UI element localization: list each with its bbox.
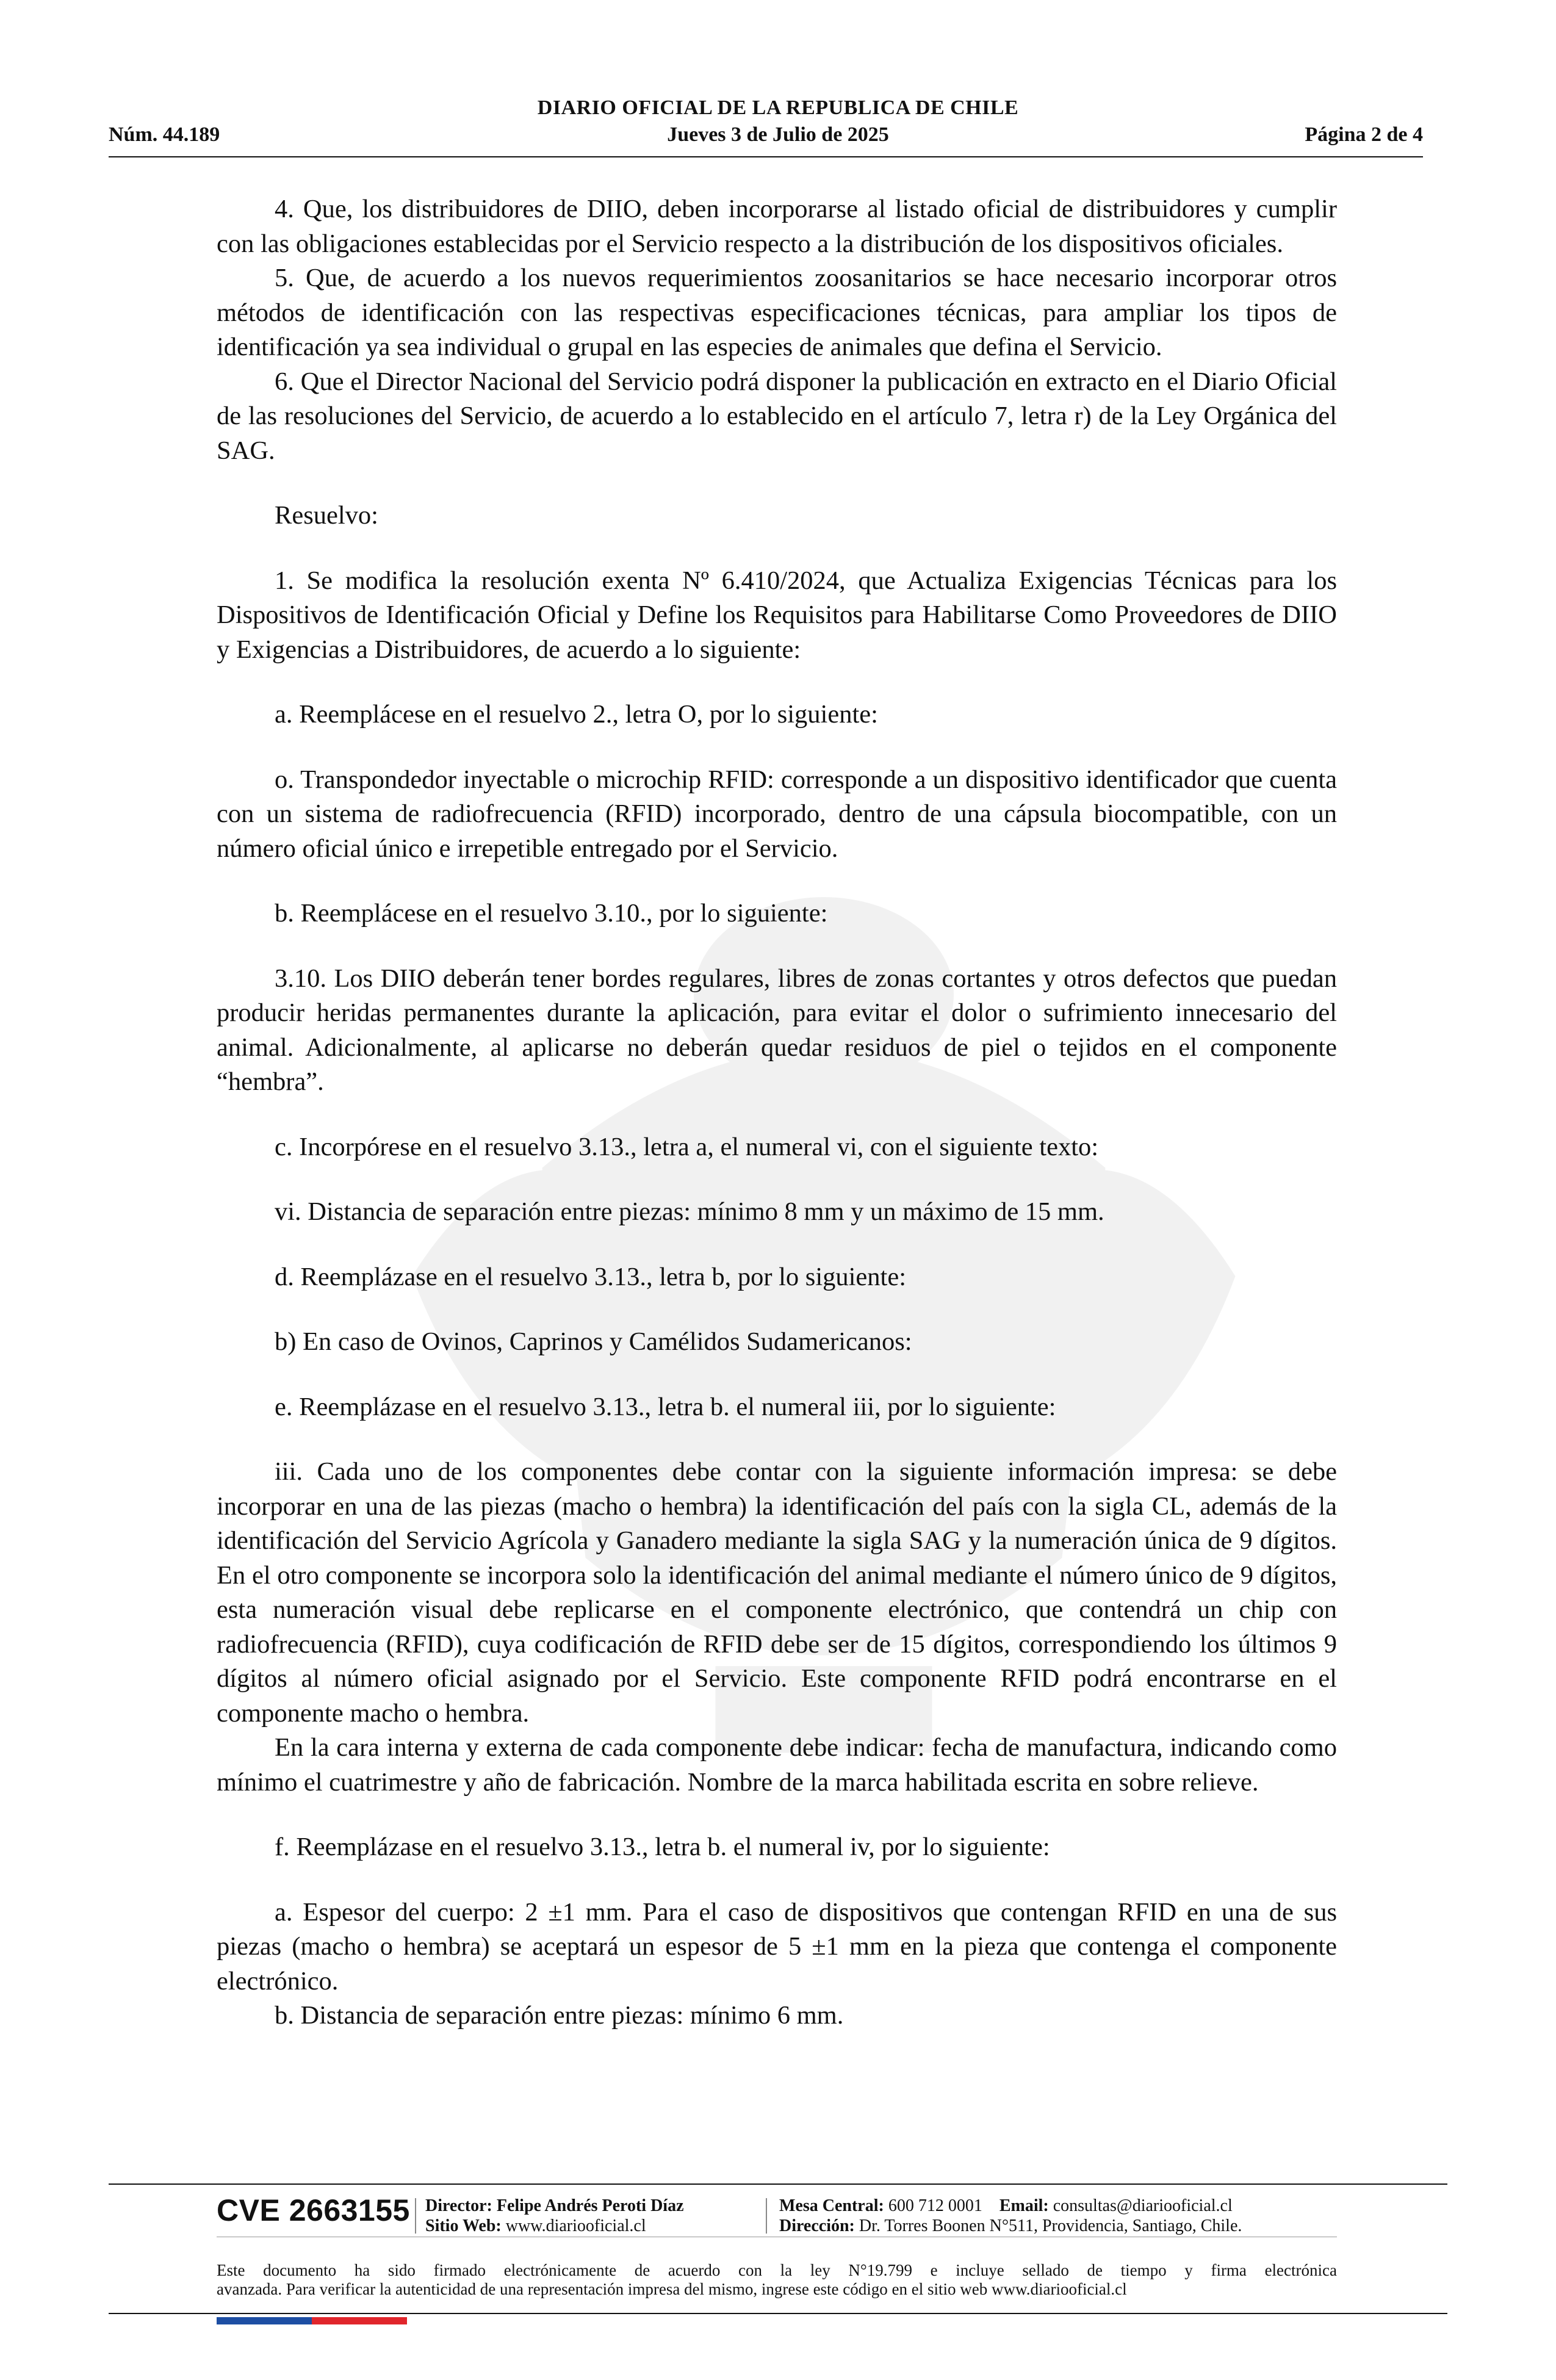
legal-notice-line-1: Este documento ha sido firmado electrónicamente de acuerdo con la ley N°19.799 e incluye sellado de tiempo y firma electrónica [217, 2261, 1337, 2279]
phone-label: Mesa Central: [779, 2196, 884, 2215]
paragraph: b. Reemplácese en el resuelvo 3.10., por lo siguiente: [275, 899, 828, 928]
paragraph: a. Espesor del cuerpo: 2 ±1 mm. Para el caso de dispositivos que contengan RFID en una de sus piezas (macho o hembra) se aceptará un espesor de 5 ±1 mm en la pieza que contenga el componente electrónico. [217, 1897, 1337, 1996]
page-number: Página 2 de 4 [1305, 123, 1423, 146]
flag-red-stripe [312, 2317, 407, 2324]
paragraph: iii. Cada uno de los componentes debe contar con la siguiente información impresa: se debe incorporar en una de las piezas (macho o hembra) la identificación del país con la sigla CL, además de la identificación del Servicio Agrícola y Ganadero mediante la sigla SAG y la numeración única de 9 dígitos. En el otro componente se incorpora solo la identificación del animal mediante el número único de 9 dígitos, esta numeración visual debe replicarse en el componente electrónico, que contendrá un chip con radiofrecuencia (RFID), cuya codificación de RFID debe ser de 15 dígitos, correspondiendo los últimos 9 dígitos al número oficial asignado por el Servicio. Este componente RFID podrá encontrarse en el componente macho o hembra. [217, 1457, 1337, 1728]
footer-bottom-divider [109, 2313, 1447, 2314]
director-name: Felipe Andrés Peroti Díaz [496, 2196, 684, 2215]
document-body [217, 192, 1337, 2033]
footer-separator [415, 2198, 416, 2234]
issue-number: Núm. 44.189 [109, 123, 220, 146]
chilean-flag-stripe [217, 2317, 407, 2324]
paragraph: 3.10. Los DIIO deberán tener bordes regulares, libres de zonas cortantes y otros defectos que puedan producir heridas permanentes durante la aplicación, para evitar el dolor o sufrimiento innecesario del animal. Adicionalmente, al aplicarse no deberán quedar residuos de piel o tejidos en el componente “hembra”. [217, 964, 1337, 1096]
site-label: Sitio Web: [425, 2216, 502, 2235]
paragraph: 5. Que, de acuerdo a los nuevos requerimientos zoosanitarios se hace necesario incorporar otros métodos de identificación con las respectivas especificaciones técnicas, para ampliar los tipos de identificación ya sea individual o grupal en las especies de animales que defina el Servicio. [217, 264, 1337, 361]
paragraph: a. Reemplácese en el resuelvo 2., letra O, por lo siguiente: [275, 700, 878, 729]
flag-blue-stripe [217, 2317, 312, 2324]
address-label: Dirección: [779, 2216, 855, 2235]
header-divider [109, 156, 1423, 157]
address-value: Dr. Torres Boonen N°511, Providencia, Santiago, Chile. [859, 2216, 1242, 2235]
phone-value: 600 712 0001 [888, 2196, 982, 2215]
footer-director-block [425, 2196, 684, 2236]
director-label: Director: [425, 2196, 492, 2215]
paragraph: vi. Distancia de separación entre piezas: mínimo 8 mm y un máximo de 15 mm. [275, 1197, 1104, 1226]
paragraph: e. Reemplázase en el resuelvo 3.13., letra b. el numeral iii, por lo siguiente: [275, 1392, 1056, 1421]
paragraph: c. Incorpórese en el resuelvo 3.13., letra a, el numeral vi, con el siguiente texto: [275, 1132, 1099, 1161]
email-label: Email: [999, 2196, 1049, 2215]
footer-separator [766, 2198, 767, 2234]
paragraph: b) En caso de Ovinos, Caprinos y Camélidos Sudamericanos: [275, 1327, 912, 1356]
newspaper-title: DIARIO OFICIAL DE LA REPUBLICA DE CHILE [537, 96, 1019, 119]
footer-contact-block [779, 2196, 1242, 2236]
cve-code: CVE 2663155 [217, 2193, 410, 2227]
issue-date: Jueves 3 de Julio de 2025 [667, 123, 889, 146]
email-link[interactable]: consultas@diariooficial.cl [1053, 2196, 1233, 2215]
paragraph: d. Reemplázase en el resuelvo 3.13., letra b, por lo siguiente: [275, 1262, 907, 1291]
paragraph: b. Distancia de separación entre piezas: mínimo 6 mm. [275, 2001, 844, 2030]
paragraph: Resuelvo: [275, 501, 378, 530]
footer-divider [109, 2183, 1447, 2185]
paragraph: 4. Que, los distribuidores de DIIO, deben incorporarse al listado oficial de distribuidores y cumplir con las obligaciones establecidas por el Servicio respecto a la distribución de los dispositivos oficiales. [217, 195, 1337, 258]
site-link[interactable]: www.diariooficial.cl [505, 2216, 646, 2235]
paragraph: f. Reemplázase en el resuelvo 3.13., letra b. el numeral iv, por lo siguiente: [275, 1833, 1050, 1861]
paragraph: 6. Que el Director Nacional del Servicio podrá disponer la publicación en extracto en el Diario Oficial de las resoluciones del Servicio, de acuerdo a lo establecido en el artículo 7, letra r) de la Ley Orgánica del SAG. [217, 367, 1337, 465]
legal-notice-line-2: avanzada. Para verificar la autenticidad de una representación impresa del mismo, ingrese este código en el sitio web www.diariooficial.cl [217, 2280, 1127, 2298]
paragraph: En la cara interna y externa de cada componente debe indicar: fecha de manufactura, indicando como mínimo el cuatrimestre y año de fabricación. Nombre de la marca habilitada escrita en sobre relieve. [217, 1733, 1337, 1797]
paragraph: 1. Se modifica la resolución exenta Nº 6.410/2024, que Actualiza Exigencias Técnicas para los Dispositivos de Identificación Oficial y Define los Requisitos para Habilitarse Como Proveedores de DIIO y Exigencias a Distribuidores, de acuerdo a lo siguiente: [217, 566, 1337, 664]
paragraph: o. Transpondedor inyectable o microchip RFID: corresponde a un dispositivo identificador que cuenta con un sistema de radiofrecuencia (RFID) incorporado, dentro de una cápsula biocompatible, con un número oficial único e irrepetible entregado por el Servicio. [217, 765, 1337, 863]
